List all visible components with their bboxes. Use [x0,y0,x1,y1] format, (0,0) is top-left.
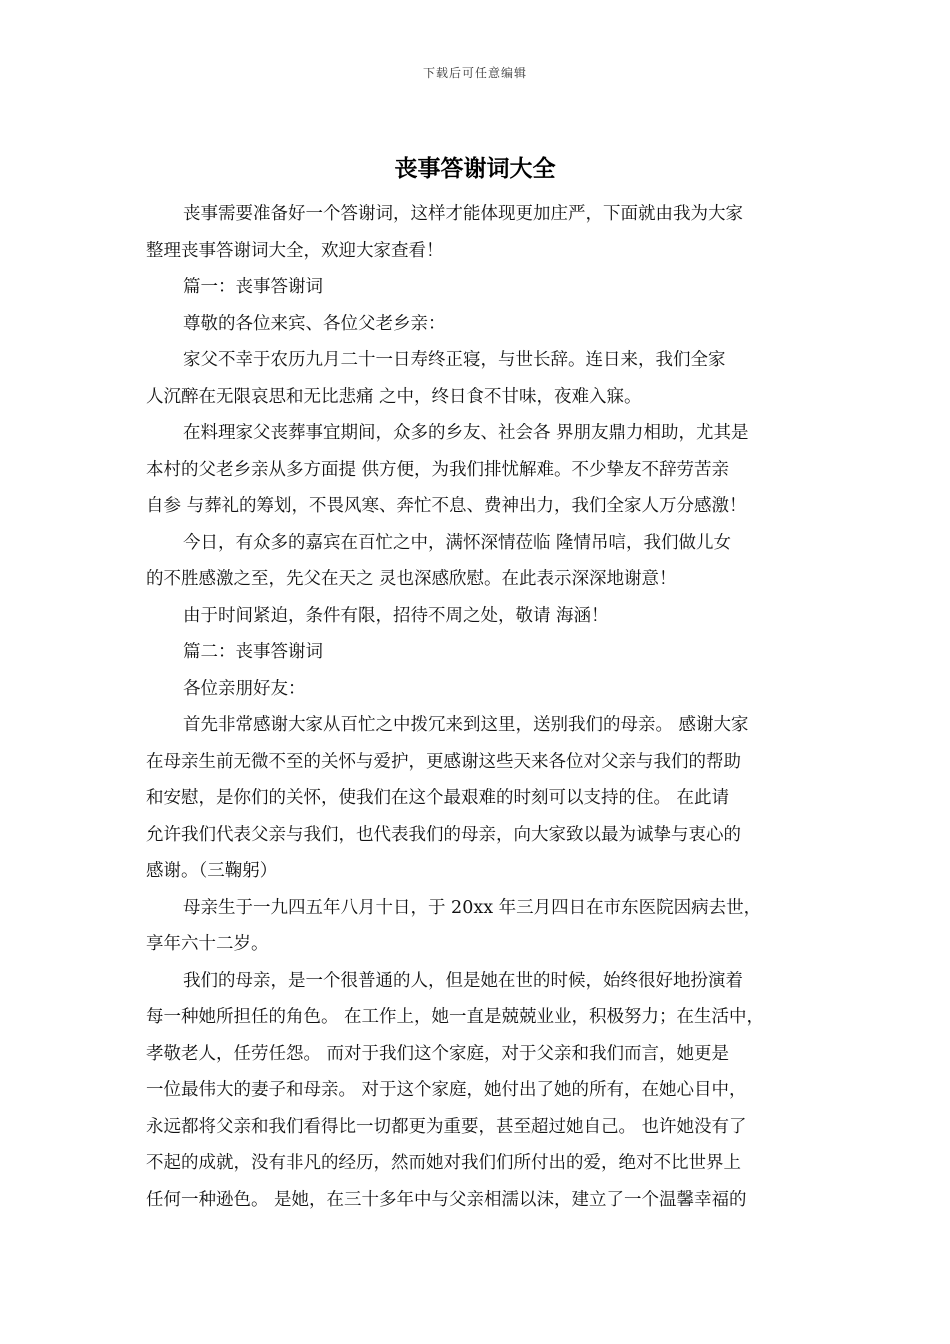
text-line: 母亲生于一九四五年八月十日，于 20xx 年三月四日在市东医院因病去世， [183,897,762,918]
text-line: 一位最伟大的妻子和母亲。 对于这个家庭，她付出了她的所有，在她心目中， [146,1080,747,1100]
document-title: 丧事答谢词大全 [394,155,556,182]
text-line: 今日，有众多的嘉宾在百忙之中，满怀深情莅临 隆情吊唁，我们做儿女 [183,532,732,553]
text-line: 每一种她所担任的角色。 在工作上，她一直是兢兢业业，积极努力；在生活中， [146,1007,765,1027]
text-line: 家父不幸于农历九月二十一日寿终正寝，与世长辞。连日来，我们全家 [183,350,726,370]
document-body [146,196,810,1218]
text-line: 的不胜感激之至，先父在天之 灵也深感欣慰。在此表示深深地谢意！ [146,569,677,589]
text-line: 在母亲生前无微不至的关怀与爱护，更感谢这些天来各位对父亲与我们的帮助 [146,751,741,772]
text-line: 人沉醉在无限哀思和无比悲痛 之中，终日食不甘味，夜难入寐。 [146,386,642,407]
header-note: 下载后可任意编辑 [422,66,527,80]
text-line: 尊敬的各位来宾、各位父老乡亲： [183,313,446,334]
text-line: 允许我们代表父亲与我们，也代表我们的母亲，向大家致以最为诚挚与衷心的 [146,824,741,845]
text-line: 任何一种逊色。 是她，在三十多年中与父亲相濡以沫，建立了一个温馨幸福的 [146,1189,747,1210]
text-line: 不起的成就，没有非凡的经历，然而她对我们们所付出的爱，绝对不比世界上 [146,1153,741,1173]
text-line: 由于时间紧迫，条件有限，招待不周之处，敬请 海涵！ [183,605,609,626]
text-line: 我们的母亲，是一个很普通的人，但是她在世的时候，始终很好地扮演着 [183,970,743,991]
text-line: 各位亲朋好友： [183,678,306,699]
text-line: 享年六十二岁。 [146,934,269,954]
text-line: 永远都将父亲和我们看得比一切都更为重要，甚至超过她自己。 也许她没有了 [146,1116,747,1137]
text-line: 篇一：丧事答谢词 [183,277,323,297]
text-line: 篇二：丧事答谢词 [183,642,323,662]
text-line: 在料理家父丧葬事宜期间，众多的乡友、社会各 界朋友鼎力相助，尤其是 [183,423,749,443]
text-line: 首先非常感谢大家从百忙之中拨冗来到这里，送别我们的母亲。 感谢大家 [183,715,749,735]
text-line: 本村的父老乡亲从多方面提 供方便，为我们排忧解难。不少挚友不辞劳苦亲 [146,459,730,480]
text-line: 孝敬老人，任劳任怨。 而对于我们这个家庭，对于父亲和我们而言，她更是 [146,1043,730,1064]
text-line: 感谢。（三鞠躬） [146,861,278,881]
text-line: 自参 与葬礼的筹划，不畏风寒、奔忙不息、费神出力，我们全家人万分感激！ [146,496,747,516]
text-line: 丧事需要准备好一个答谢词，这样才能体现更加庄严，下面就由我为大家 [183,204,743,224]
text-line: 整理丧事答谢词大全，欢迎大家查看！ [146,240,444,261]
text-line: 和安慰，是你们的关怀，使我们在这个最艰难的时刻可以支持的住。 在此请 [146,788,730,808]
